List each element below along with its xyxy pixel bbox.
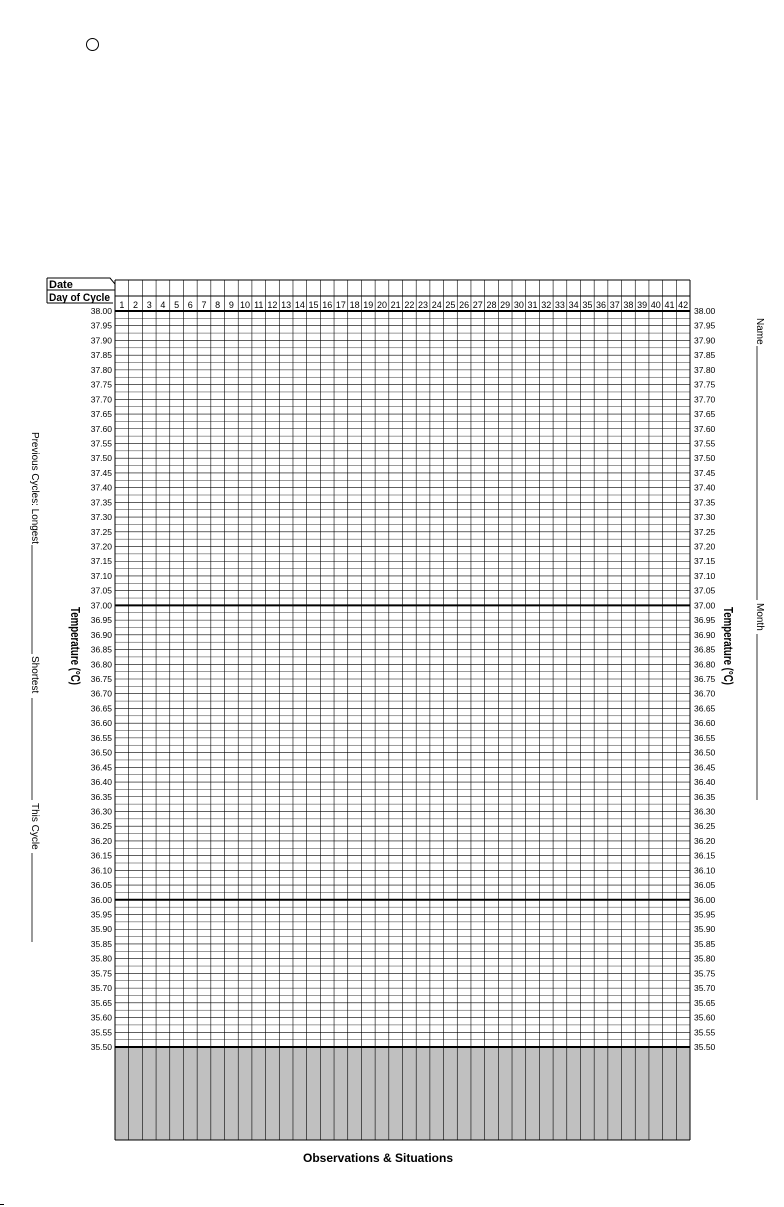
- temperature-label-right: 37.80: [694, 364, 716, 375]
- day-number: 20: [376, 300, 387, 310]
- previous-longest-label: Previous Cycles: Longest: [29, 432, 40, 545]
- temperature-label-left: 37.60: [90, 423, 112, 434]
- temperature-label-left: 35.75: [90, 968, 112, 979]
- temperature-label-left: 37.55: [90, 438, 112, 449]
- temperature-label-left: 35.65: [90, 997, 112, 1008]
- temperature-label-right: 36.50: [694, 747, 716, 758]
- temperature-label-right: 37.60: [694, 423, 716, 434]
- temperature-label-right: 37.35: [694, 497, 716, 508]
- day-number: 37: [609, 300, 620, 310]
- shortest-label: Shortest: [29, 656, 40, 694]
- left-axis-title: Temperature (°C): [68, 607, 83, 712]
- temperature-label-left: 37.90: [90, 335, 112, 346]
- temperature-label-right: 35.75: [694, 968, 716, 979]
- temperature-label-right: 37.10: [694, 570, 716, 581]
- day-number: 35: [582, 300, 593, 310]
- day-number: 24: [431, 300, 442, 310]
- temperature-label-left: 36.95: [90, 615, 112, 626]
- temperature-label-right: 37.95: [694, 320, 716, 331]
- temperature-label-right: 36.30: [694, 806, 716, 817]
- temperature-label-right: 36.85: [694, 644, 716, 655]
- day-number: 4: [160, 300, 166, 310]
- temperature-label-right: 36.40: [694, 777, 716, 788]
- chart-header: [47, 278, 115, 304]
- temperature-label-right: 35.70: [694, 983, 716, 994]
- temperature-label-right: 35.80: [694, 953, 716, 964]
- temperature-label-left: 35.60: [90, 1012, 112, 1023]
- day-number: 2: [133, 300, 139, 310]
- temperature-label-right: 37.85: [694, 350, 716, 361]
- month-label: Month: [754, 603, 765, 631]
- temperature-label-right: 35.90: [694, 924, 716, 935]
- day-number: 8: [215, 300, 221, 310]
- temperature-label-right: 36.55: [694, 732, 716, 743]
- temperature-label-left: 36.05: [90, 880, 112, 891]
- day-number: 31: [527, 300, 538, 310]
- temperature-label-left: 37.05: [90, 585, 112, 596]
- day-number: 6: [187, 300, 193, 310]
- temperature-label-right: 36.05: [694, 880, 716, 891]
- temperature-label-right: 37.75: [694, 379, 716, 390]
- temperature-label-right: 37.40: [694, 482, 716, 493]
- temperature-label-right: 36.80: [694, 659, 716, 670]
- temperature-label-left: 37.45: [90, 467, 112, 478]
- temperature-label-left: 36.50: [90, 747, 112, 758]
- temperature-label-left: 37.40: [90, 482, 112, 493]
- temperature-label-left: 36.45: [90, 762, 112, 773]
- temperature-label-right: 36.95: [694, 615, 716, 626]
- temperature-label-right: 36.20: [694, 835, 716, 846]
- temperature-label-right: 37.45: [694, 467, 716, 478]
- temperature-label-right: 36.00: [694, 894, 716, 905]
- temperature-label-left: 36.20: [90, 835, 112, 846]
- day-number: 36: [596, 300, 607, 310]
- day-number: 42: [678, 300, 689, 310]
- day-number: 26: [459, 300, 470, 310]
- temperature-label-right: 36.75: [694, 674, 716, 684]
- temperature-label-right: 35.60: [694, 1012, 716, 1023]
- temperature-label-right: 36.70: [694, 688, 716, 699]
- temperature-label-left: 37.95: [90, 320, 112, 331]
- temperature-label-right: 36.35: [694, 791, 716, 802]
- day-number: 9: [228, 300, 234, 310]
- day-number: 11: [254, 300, 264, 310]
- temperature-label-right: 37.20: [694, 541, 716, 552]
- day-number: 23: [418, 300, 429, 310]
- temperature-label-left: 36.60: [90, 718, 112, 729]
- day-number: 1: [119, 300, 125, 310]
- temperature-label-left: 37.70: [90, 394, 112, 405]
- day-number: 17: [335, 300, 346, 310]
- temperature-label-left: 37.15: [90, 556, 112, 567]
- day-number: 33: [554, 300, 565, 310]
- day-number: 18: [349, 300, 360, 310]
- temperature-label-left: 36.85: [90, 644, 112, 655]
- temperature-label-right: 37.50: [694, 453, 716, 464]
- temperature-label-left: 36.00: [90, 894, 112, 905]
- temperature-label-left: 37.75: [90, 379, 112, 390]
- temperature-label-left: 37.65: [90, 409, 112, 420]
- temperature-label-left: 35.80: [90, 953, 112, 964]
- temperature-label-right: 36.90: [694, 629, 716, 640]
- temperature-label-left: 36.75: [90, 674, 112, 684]
- temperature-label-left: 36.10: [90, 865, 112, 876]
- temperature-label-right: 37.55: [694, 438, 716, 449]
- day-number: 19: [363, 300, 374, 310]
- temperature-label-left: 37.25: [90, 526, 112, 537]
- temperature-label-right: 36.25: [694, 821, 716, 832]
- day-number: 40: [650, 300, 661, 310]
- temperature-label-left: 36.15: [90, 850, 112, 861]
- temperature-label-right: 37.90: [694, 335, 716, 346]
- temperature-label-right: 35.95: [694, 909, 716, 920]
- day-number: 29: [500, 300, 511, 310]
- day-number: 12: [267, 300, 278, 310]
- temperature-label-left: 35.85: [90, 938, 112, 949]
- temperature-label-left: 36.90: [90, 629, 112, 640]
- temperature-label-right: 36.10: [694, 865, 716, 876]
- day-number: 30: [513, 300, 524, 310]
- temperature-label-left: 37.20: [90, 541, 112, 552]
- temperature-label-left: 37.30: [90, 512, 112, 523]
- temperature-label-left: 35.55: [90, 1027, 112, 1038]
- day-number: 22: [404, 300, 415, 310]
- day-of-cycle-label: Day of Cycle: [49, 292, 110, 304]
- temperature-label-left: 35.95: [90, 909, 112, 920]
- temperature-label-right: 37.30: [694, 512, 716, 523]
- day-number: 14: [294, 300, 305, 310]
- day-number: 38: [623, 300, 634, 310]
- date-label: Date: [49, 279, 73, 291]
- temperature-label-left: 36.65: [90, 703, 112, 714]
- day-number: 10: [240, 300, 251, 310]
- temperature-label-left: 36.70: [90, 688, 112, 699]
- day-number: 39: [637, 300, 648, 310]
- day-number: 25: [445, 300, 456, 310]
- right-axis-title: Temperature (°C): [721, 607, 736, 712]
- temperature-label-left: 36.25: [90, 821, 112, 832]
- temperature-label-right: 37.25: [694, 526, 716, 537]
- temperature-label-right: 36.60: [694, 718, 716, 729]
- temperature-label-left: 38.00: [90, 306, 112, 316]
- temperature-label-left: 37.10: [90, 570, 112, 581]
- temperature-label-right: 35.55: [694, 1027, 716, 1038]
- temperature-label-left: 36.40: [90, 777, 112, 788]
- chart-grid: [91, 280, 716, 1140]
- day-number: 7: [201, 300, 207, 310]
- temperature-label-right: 37.00: [694, 600, 716, 611]
- temperature-label-left: 36.80: [90, 659, 112, 670]
- observations-label: Observations & Situations: [303, 1151, 454, 1165]
- temperature-label-right: 36.45: [694, 762, 716, 773]
- temperature-label-right: 35.50: [694, 1042, 716, 1052]
- day-number: 16: [322, 300, 333, 310]
- day-number: 41: [664, 300, 675, 310]
- temperature-label-left: 37.00: [90, 600, 112, 611]
- name-label: Name: [754, 318, 765, 345]
- temperature-label-right: 37.15: [694, 556, 716, 567]
- temperature-label-right: 37.65: [694, 409, 716, 420]
- day-number: 15: [308, 300, 319, 310]
- temperature-label-right: 38.00: [694, 306, 716, 316]
- temperature-label-left: 36.35: [90, 791, 112, 802]
- temperature-label-right: 36.15: [694, 850, 716, 861]
- day-number: 28: [486, 300, 497, 310]
- day-number: 3: [146, 300, 152, 310]
- day-number: 13: [281, 300, 292, 310]
- day-number: 5: [174, 300, 180, 310]
- temperature-label-right: 37.05: [694, 585, 716, 596]
- temperature-label-left: 35.70: [90, 983, 112, 994]
- temperature-label-left: 35.90: [90, 924, 112, 935]
- temperature-label-left: 37.80: [90, 364, 112, 375]
- temperature-label-right: 35.65: [694, 997, 716, 1008]
- temperature-label-right: 37.70: [694, 394, 716, 405]
- temperature-label-left: 37.50: [90, 453, 112, 464]
- day-number: 34: [568, 300, 579, 310]
- day-number: 32: [541, 300, 552, 310]
- day-number: 27: [472, 300, 483, 310]
- temperature-label-left: 36.55: [90, 732, 112, 743]
- temperature-label-right: 36.65: [694, 703, 716, 714]
- temperature-label-left: 37.85: [90, 350, 112, 361]
- temperature-label-left: 37.35: [90, 497, 112, 508]
- temperature-label-left: 36.30: [90, 806, 112, 817]
- this-cycle-label: This Cycle: [29, 803, 40, 850]
- day-number: 21: [390, 300, 401, 310]
- temperature-label-left: 35.50: [90, 1042, 112, 1052]
- temperature-label-right: 35.85: [694, 938, 716, 949]
